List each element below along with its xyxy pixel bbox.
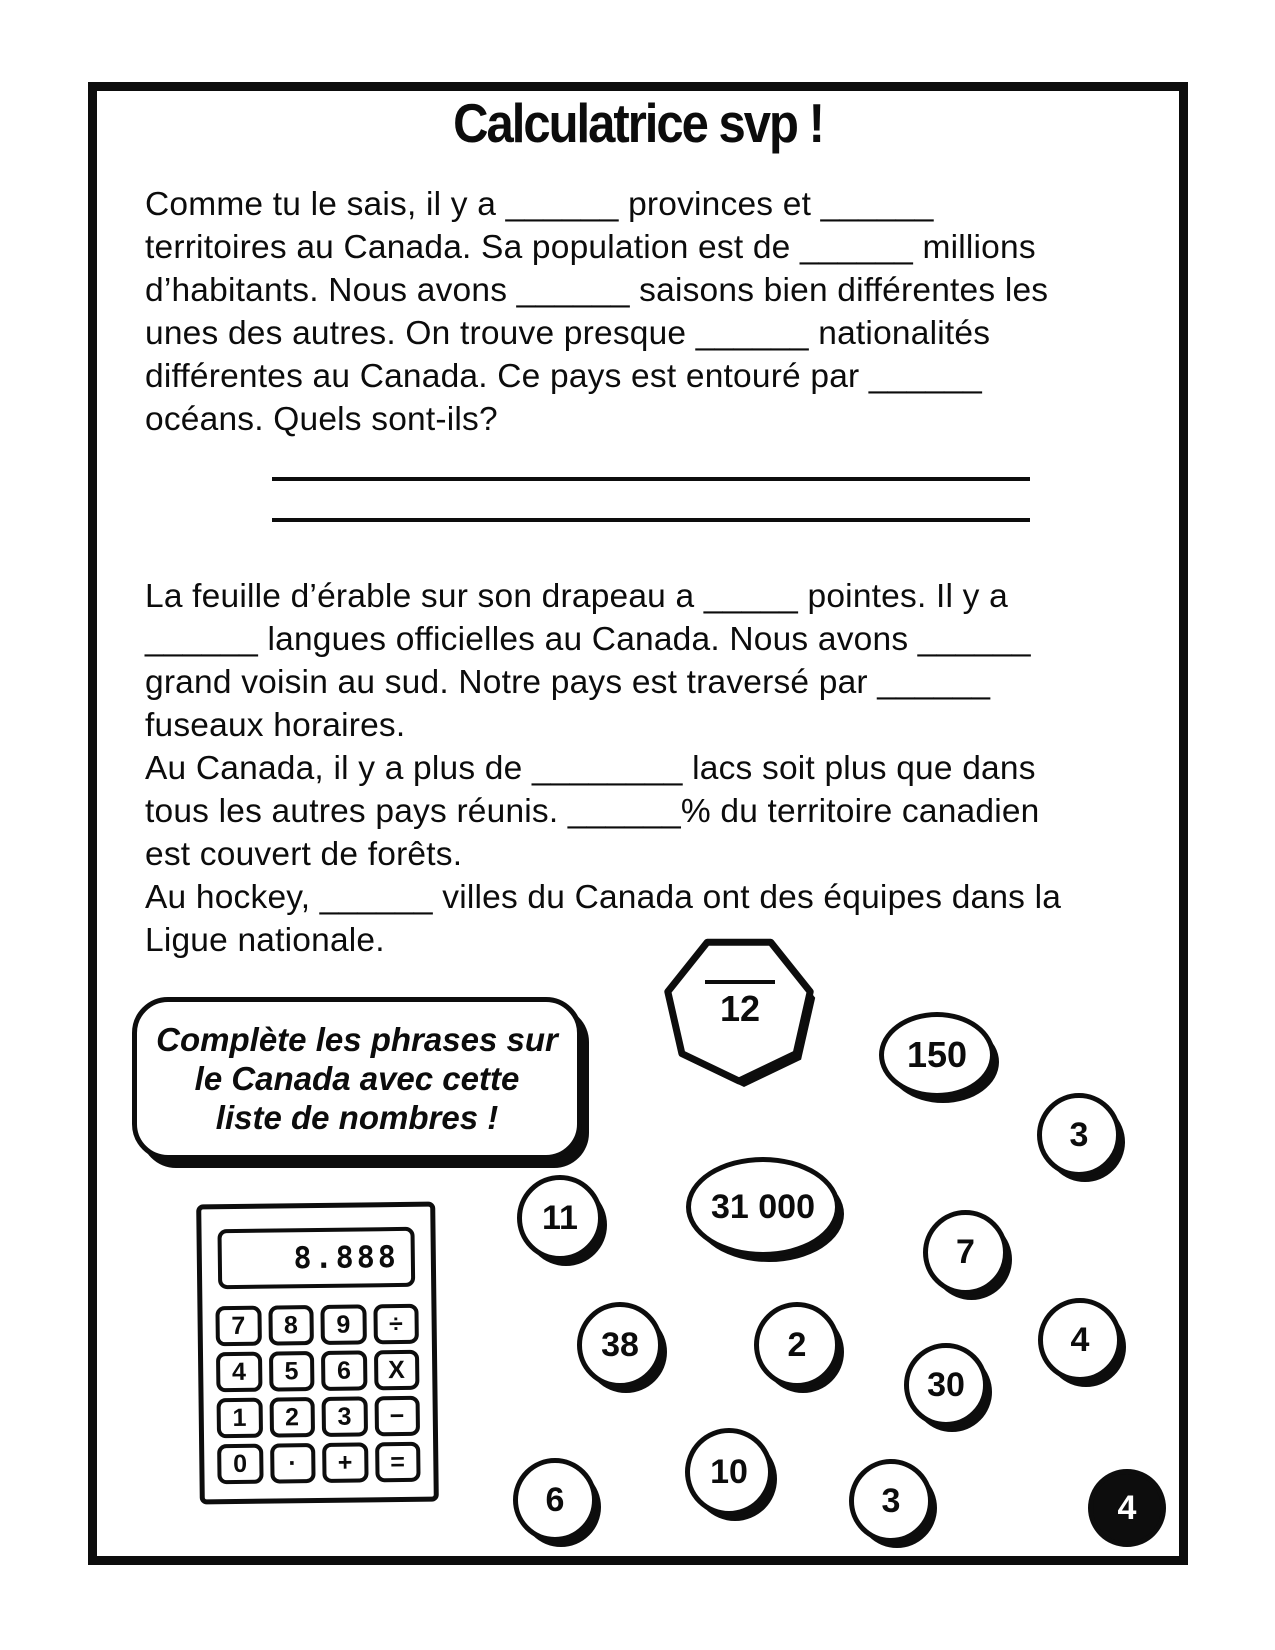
answer-writing-line-1 bbox=[272, 477, 1030, 481]
calculator-key-0: 0 bbox=[217, 1444, 263, 1485]
facts-line-6: tous les autres pays réunis. ______% du territoire canadien bbox=[145, 793, 1040, 830]
facts-line-8: Au hockey, ______ villes du Canada ont des équipes dans la bbox=[145, 879, 1062, 916]
number-chip-12: 12 bbox=[719, 988, 761, 1029]
calculator-keypad bbox=[215, 1304, 420, 1484]
calculator-key-6: 6 bbox=[321, 1350, 367, 1391]
page-title bbox=[97, 93, 1179, 155]
number-chip-10: 10 bbox=[685, 1428, 773, 1516]
facts-line-1: La feuille d’érable sur son drapeau a _____ pointes. Il y a bbox=[145, 578, 1008, 615]
number-chip-6: 6 bbox=[513, 1458, 597, 1542]
facts-line-2: ______ langues officielles au Canada. Nous avons ______ bbox=[145, 621, 1031, 658]
number-chip-31000: 31 000 bbox=[686, 1157, 840, 1257]
number-chip-7: 7 bbox=[923, 1210, 1008, 1295]
facts-line-7: est couvert de forêts. bbox=[145, 836, 463, 873]
number-shape-heptagon-12 bbox=[662, 930, 818, 1096]
calculator-key-2: 2 bbox=[269, 1397, 315, 1438]
number-chip-150: 150 bbox=[879, 1012, 995, 1098]
calculator-key-multiply: X bbox=[373, 1350, 419, 1391]
calculator-key-divide: ÷ bbox=[373, 1304, 419, 1345]
facts-line-9: Ligue nationale. bbox=[145, 922, 385, 959]
number-chip-30: 30 bbox=[904, 1343, 988, 1427]
calculator-key-minus: − bbox=[374, 1396, 420, 1437]
calculator-display: 8.888 bbox=[217, 1227, 415, 1289]
intro-line-1: Comme tu le sais, il y a ______ provinces et ______ bbox=[145, 186, 934, 223]
calculator-key-1: 1 bbox=[217, 1398, 263, 1439]
calculator-illustration bbox=[196, 1202, 439, 1505]
number-chip-11: 11 bbox=[517, 1175, 603, 1261]
bubble-line-3: liste de nombres ! bbox=[215, 1099, 499, 1136]
number-chip-3-upper: 3 bbox=[1037, 1093, 1121, 1177]
calculator-key-equals: = bbox=[375, 1442, 421, 1483]
number-chip-4: 4 bbox=[1038, 1298, 1122, 1382]
facts-line-3: grand voisin au sud. Notre pays est traversé par ______ bbox=[145, 664, 991, 701]
blank-line-over-12 bbox=[705, 980, 775, 984]
intro-line-6: océans. Quels sont-ils? bbox=[145, 401, 498, 438]
calculator-key-5: 5 bbox=[268, 1351, 314, 1392]
intro-line-2: territoires au Canada. Sa population est de ______ millions bbox=[145, 229, 1036, 266]
intro-line-4: unes des autres. On trouve presque ______ nationalités bbox=[145, 315, 991, 352]
calculator-key-decimal: · bbox=[270, 1443, 316, 1484]
bubble-line-1: Complète les phrases sur bbox=[156, 1021, 558, 1058]
intro-line-5: différentes au Canada. Ce pays est entouré par ______ bbox=[145, 358, 982, 395]
instruction-bubble bbox=[132, 997, 582, 1160]
number-chip-38: 38 bbox=[577, 1302, 663, 1388]
number-chip-2: 2 bbox=[754, 1302, 840, 1388]
answer-writing-line-2 bbox=[272, 518, 1030, 522]
calculator-key-9: 9 bbox=[320, 1304, 366, 1345]
number-chip-3-lower: 3 bbox=[849, 1459, 933, 1543]
facts-line-5: Au Canada, il y a plus de ________ lacs soit plus que dans bbox=[145, 750, 1036, 787]
calculator-key-4: 4 bbox=[216, 1352, 262, 1393]
calculator-key-3: 3 bbox=[322, 1396, 368, 1437]
facts-line-4: fuseaux horaires. bbox=[145, 707, 406, 744]
bubble-line-2: le Canada avec cette bbox=[194, 1060, 520, 1097]
page-number-badge: 4 bbox=[1088, 1469, 1166, 1547]
calculator-key-plus: + bbox=[322, 1442, 368, 1483]
intro-line-3: d’habitants. Nous avons ______ saisons bien différentes les bbox=[145, 272, 1049, 309]
calculator-key-8: 8 bbox=[268, 1305, 314, 1346]
calculator-key-7: 7 bbox=[215, 1306, 261, 1347]
page-title-text: Calculatrice svp ! bbox=[453, 93, 823, 155]
